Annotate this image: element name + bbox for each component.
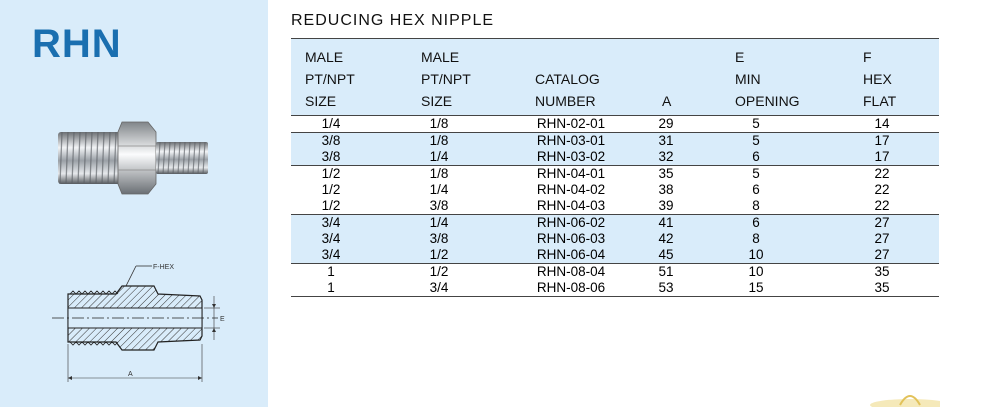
- size-1-cell: 1: [327, 264, 335, 279]
- a-cell: 32: [658, 149, 674, 164]
- catalog-number-cell: RHN-03-02: [536, 149, 606, 164]
- size-2-cell: 1/2: [429, 264, 449, 279]
- a-cell: 51: [658, 264, 674, 279]
- catalog-number-cell: RHN-02-01: [536, 116, 606, 131]
- technical-drawing: [40, 250, 230, 395]
- page-title: REDUCING HEX NIPPLE: [291, 12, 495, 29]
- table-row: [291, 133, 939, 149]
- size-2-cell: 3/8: [429, 231, 449, 246]
- e-cell: 5: [752, 166, 760, 181]
- f-cell: 27: [874, 231, 890, 246]
- row-group: [291, 214, 939, 263]
- size-2-cell: 1/4: [429, 149, 449, 164]
- row-group: [291, 263, 939, 296]
- row-group: [291, 132, 939, 165]
- f-cell: 14: [874, 116, 890, 131]
- e-cell: 10: [748, 247, 764, 262]
- size-2-cell: 1/8: [429, 116, 449, 131]
- product-code: RHN: [32, 22, 122, 66]
- a-cell: 29: [658, 116, 674, 131]
- e-cell: 8: [752, 198, 760, 213]
- table-row: [291, 280, 939, 296]
- table-row: [291, 182, 939, 198]
- catalog-number-cell: RHN-04-03: [536, 198, 606, 213]
- f-cell: 35: [874, 264, 890, 279]
- f-cell: 27: [874, 247, 890, 262]
- table-row: [291, 231, 939, 247]
- size-1-cell: 3/4: [321, 247, 341, 262]
- catalog-number-cell: RHN-06-04: [536, 247, 606, 262]
- size-1-cell: 3/8: [321, 133, 341, 148]
- spec-table: [291, 38, 939, 297]
- size-1-cell: 1: [327, 280, 335, 295]
- a-cell: 42: [658, 231, 674, 246]
- a-cell: 38: [658, 182, 674, 197]
- a-cell: 39: [658, 198, 674, 213]
- catalog-number-cell: RHN-06-02: [536, 215, 606, 230]
- catalog-number-cell: RHN-08-04: [536, 264, 606, 279]
- a-label: A: [128, 371, 133, 378]
- size-1-cell: 1/2: [321, 182, 341, 197]
- f-cell: 17: [874, 149, 890, 164]
- f-cell: 17: [874, 133, 890, 148]
- row-group: [291, 165, 939, 214]
- size-1-cell: 1/2: [321, 166, 341, 181]
- table-row: [291, 215, 939, 231]
- e-cell: 10: [748, 264, 764, 279]
- size-2-cell: 3/8: [429, 198, 449, 213]
- table-row: [291, 264, 939, 280]
- a-cell: 41: [658, 215, 674, 230]
- size-2-cell: 1/4: [429, 182, 449, 197]
- a-cell: 35: [658, 166, 674, 181]
- size-2-cell: 1/8: [429, 166, 449, 181]
- size-1-cell: 3/4: [321, 215, 341, 230]
- table-row: [291, 247, 939, 263]
- f-hex-label: F-HEX: [153, 264, 174, 271]
- e-cell: 8: [752, 231, 760, 246]
- e-cell: 15: [748, 280, 764, 295]
- a-cell: 45: [658, 247, 674, 262]
- table-row: [291, 116, 939, 132]
- e-cell: 5: [752, 133, 760, 148]
- a-cell: 31: [658, 133, 674, 148]
- size-1-cell: 1/2: [321, 198, 341, 213]
- table-row: [291, 166, 939, 182]
- e-label: E: [220, 316, 225, 323]
- e-cell: 6: [752, 182, 760, 197]
- table-header: MALE PT/NPT SIZE MALE PT/NPT SIZE CATALOG NUMBER A E MIN OPENING F HEX FLAT: [291, 39, 939, 116]
- table-row: [291, 198, 939, 214]
- row-group: [291, 116, 939, 132]
- f-cell: 27: [874, 215, 890, 230]
- catalog-number-cell: RHN-06-03: [536, 231, 606, 246]
- f-cell: 22: [874, 198, 890, 213]
- e-cell: 6: [752, 149, 760, 164]
- size-1-cell: 3/4: [321, 231, 341, 246]
- size-2-cell: 1/2: [429, 247, 449, 262]
- e-cell: 5: [752, 116, 760, 131]
- catalog-number-cell: RHN-03-01: [536, 133, 606, 148]
- table-body: [291, 116, 939, 296]
- f-cell: 22: [874, 182, 890, 197]
- left-panel: [0, 0, 268, 407]
- logo-mark: [840, 385, 940, 407]
- f-cell: 22: [874, 166, 890, 181]
- size-2-cell: 1/4: [429, 215, 449, 230]
- e-cell: 6: [752, 215, 760, 230]
- size-1-cell: 1/4: [321, 116, 341, 131]
- product-photo: [52, 118, 212, 198]
- size-2-cell: 1/8: [429, 133, 449, 148]
- f-cell: 35: [874, 280, 890, 295]
- catalog-number-cell: RHN-04-01: [536, 166, 606, 181]
- catalog-number-cell: RHN-08-06: [536, 280, 606, 295]
- size-1-cell: 3/8: [321, 149, 341, 164]
- size-2-cell: 3/4: [429, 280, 449, 295]
- table-row: [291, 149, 939, 165]
- a-cell: 53: [658, 280, 674, 295]
- catalog-number-cell: RHN-04-02: [536, 182, 606, 197]
